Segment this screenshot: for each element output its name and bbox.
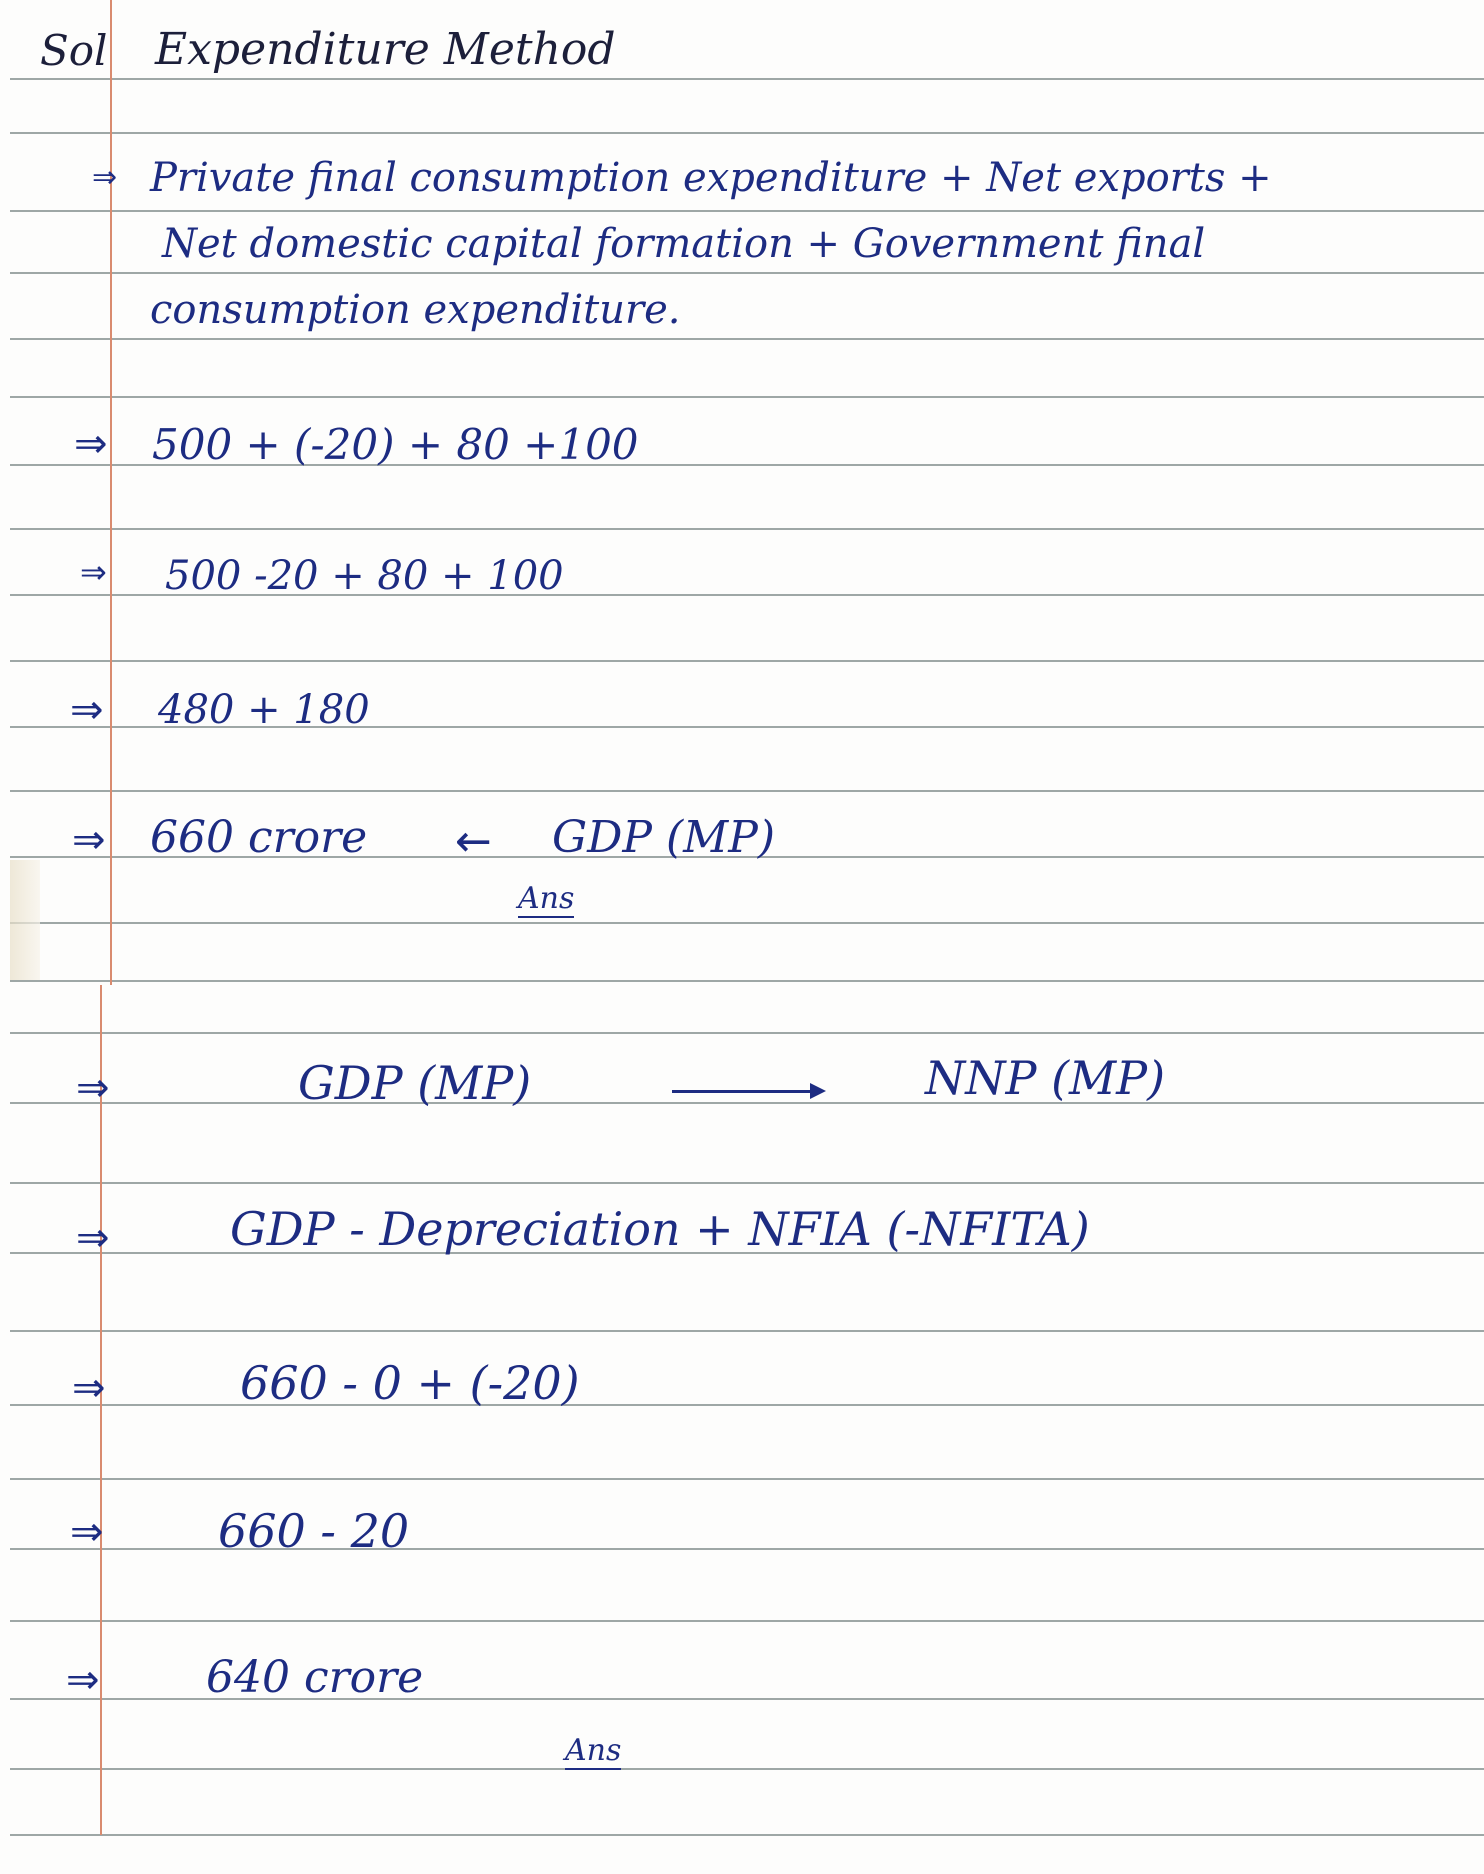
ruled-line bbox=[10, 980, 1484, 982]
implies-arrow-icon: ⇒ bbox=[70, 687, 104, 733]
ruled-line bbox=[10, 132, 1484, 134]
implies-arrow-icon: ⇒ bbox=[76, 1065, 110, 1111]
sol-label: Sol bbox=[40, 26, 108, 75]
step-3: 480 + 180 bbox=[158, 687, 370, 733]
ruled-line bbox=[10, 338, 1484, 340]
answer-mark: Ans bbox=[518, 881, 575, 916]
ruled-line bbox=[10, 272, 1484, 274]
ruled-line bbox=[10, 1478, 1484, 1480]
implies-arrow-icon: ⇒ bbox=[66, 1657, 100, 1703]
ruled-line bbox=[10, 396, 1484, 398]
ruled-line bbox=[10, 922, 1484, 924]
implies-arrow-icon: ⇒ bbox=[76, 1215, 110, 1261]
conversion-to: NNP (MP) bbox=[925, 1051, 1166, 1105]
ruled-line bbox=[10, 1620, 1484, 1622]
ruled-line bbox=[10, 1834, 1484, 1836]
left-arrow-icon: ← bbox=[455, 816, 492, 867]
implies-arrow-icon: ⇒ bbox=[92, 160, 118, 195]
ruled-line bbox=[10, 1102, 1484, 1104]
ruled-line bbox=[10, 1032, 1484, 1034]
ruled-line bbox=[10, 1404, 1484, 1406]
ruled-line bbox=[10, 1330, 1484, 1332]
implies-arrow-icon: ⇒ bbox=[74, 421, 108, 467]
nnp-step-2: 660 - 20 bbox=[218, 1504, 410, 1558]
ruled-line bbox=[10, 528, 1484, 530]
answer-mark: Ans bbox=[565, 1733, 622, 1768]
result-label: GDP (MP) bbox=[552, 812, 776, 863]
formula-line-1: Private final consumption expenditure + Net exports + bbox=[150, 155, 1272, 201]
margin-line bbox=[110, 0, 112, 985]
ruled-line bbox=[10, 210, 1484, 212]
ruled-line bbox=[10, 78, 1484, 80]
implies-arrow-icon: ⇒ bbox=[70, 1509, 104, 1555]
implies-arrow-icon: ⇒ bbox=[72, 817, 106, 863]
implies-arrow-icon: ⇒ bbox=[80, 553, 107, 591]
formula-line-2: Net domestic capital formation + Government final bbox=[162, 221, 1206, 267]
result-value: 660 crore bbox=[150, 812, 368, 863]
ruled-line bbox=[10, 660, 1484, 662]
implies-arrow-icon: ⇒ bbox=[72, 1365, 106, 1411]
ruled-line bbox=[10, 790, 1484, 792]
nnp-result: 640 crore bbox=[206, 1652, 424, 1703]
step-1: 500 + (-20) + 80 +100 bbox=[152, 420, 639, 469]
step-2: 500 -20 + 80 + 100 bbox=[165, 553, 564, 599]
ruled-line bbox=[10, 1768, 1484, 1770]
page-title: Expenditure Method bbox=[155, 24, 616, 75]
nnp-formula: GDP - Depreciation + NFIA (-NFITA) bbox=[230, 1202, 1090, 1256]
ruled-line bbox=[10, 1182, 1484, 1184]
conversion-from: GDP (MP) bbox=[298, 1056, 532, 1110]
nnp-step-1: 660 - 0 + (-20) bbox=[240, 1356, 580, 1410]
paper-stain bbox=[10, 860, 40, 980]
formula-line-3: consumption expenditure. bbox=[150, 287, 681, 333]
right-arrow-icon bbox=[672, 1090, 822, 1093]
